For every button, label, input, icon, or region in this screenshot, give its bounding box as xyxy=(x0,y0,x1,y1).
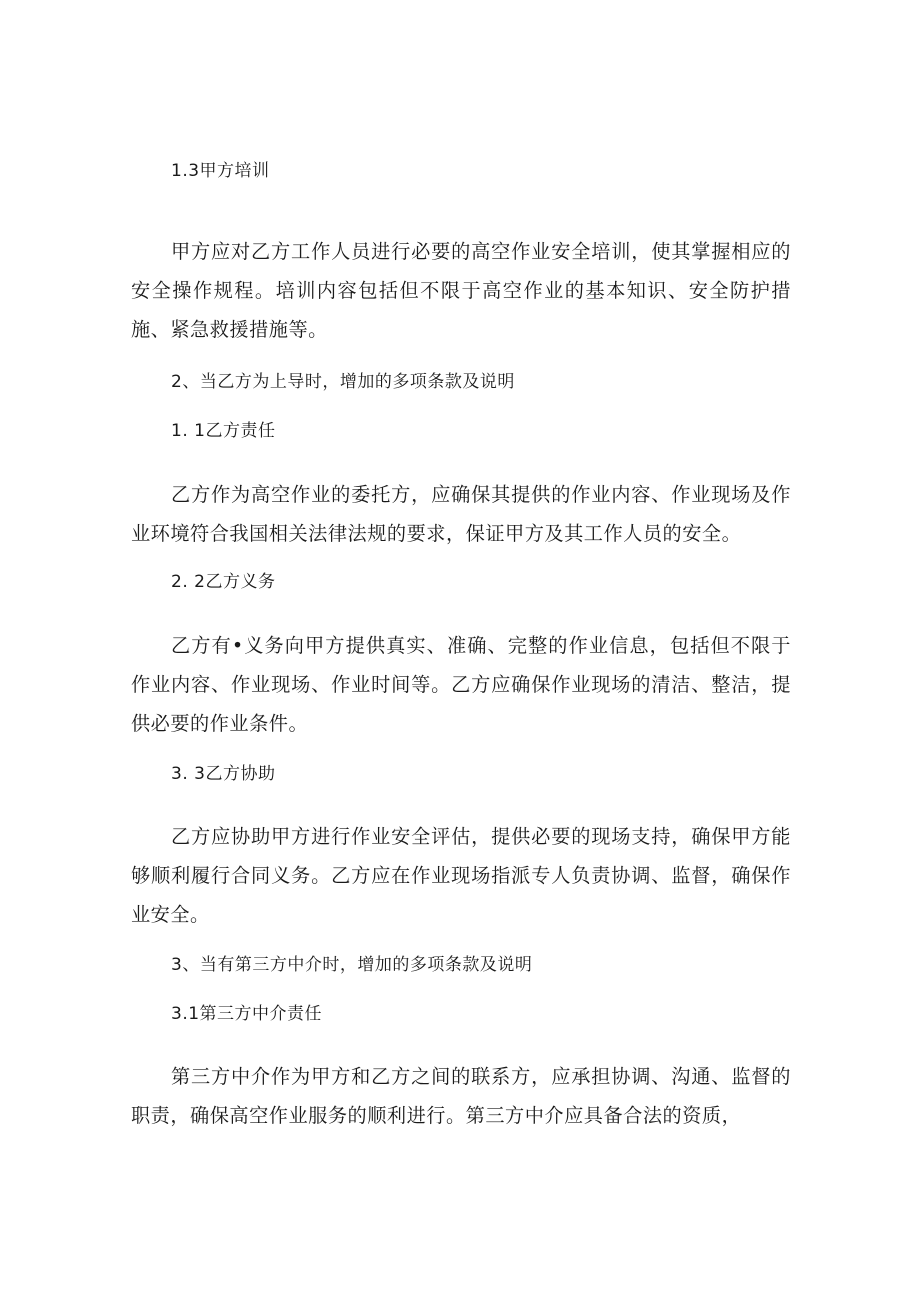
section-heading-2-1: 1. 1乙方责任 xyxy=(171,421,276,441)
paragraph-training: 甲方应对乙方工作人员进行必要的高空作业安全培训，使其掌握相应的安全操作规程。培训内容包括但不限于高空作业的基本知识、安全防护措施、紧急救援措施等。 xyxy=(131,240,791,341)
section-heading-2-3: 3. 3乙方协助 xyxy=(171,764,276,784)
section-heading-2: 2、当乙方为上导时，增加的多项条款及说明 xyxy=(171,372,515,392)
section-heading-3-1: 3.1第三方中介责任 xyxy=(171,1004,323,1024)
section-heading-3: 3、当有第三方中介时，增加的多项条款及说明 xyxy=(171,955,533,975)
paragraph-intermediary-responsibility: 第三方中介作为甲方和乙方之间的联系方，应承担协调、沟通、监督的职责，确保高空作业服务的顺利进行。第三方中介应具备合法的资质， xyxy=(131,1065,791,1127)
paragraph-party-b-responsibility: 乙方作为高空作业的委托方，应确保其提供的作业内容、作业现场及作业环境符合我国相关法律法规的要求，保证甲方及其工作人员的安全。 xyxy=(131,483,791,545)
paragraph-party-b-assistance: 乙方应协助甲方进行作业安全评估，提供必要的现场支持，确保甲方能够顺利履行合同义务。乙方应在作业现场指派专人负责协调、监督，确保作业安全。 xyxy=(131,825,791,926)
paragraph-party-b-obligation: 乙方有•义务向甲方提供真实、准确、完整的作业信息，包括但不限于作业内容、作业现场、作业时间等。乙方应确保作业现场的清洁、整洁，提供必要的作业条件。 xyxy=(131,634,791,735)
section-heading-1-3: 1.3甲方培训 xyxy=(171,161,270,181)
section-heading-2-2: 2. 2乙方义务 xyxy=(171,572,276,592)
